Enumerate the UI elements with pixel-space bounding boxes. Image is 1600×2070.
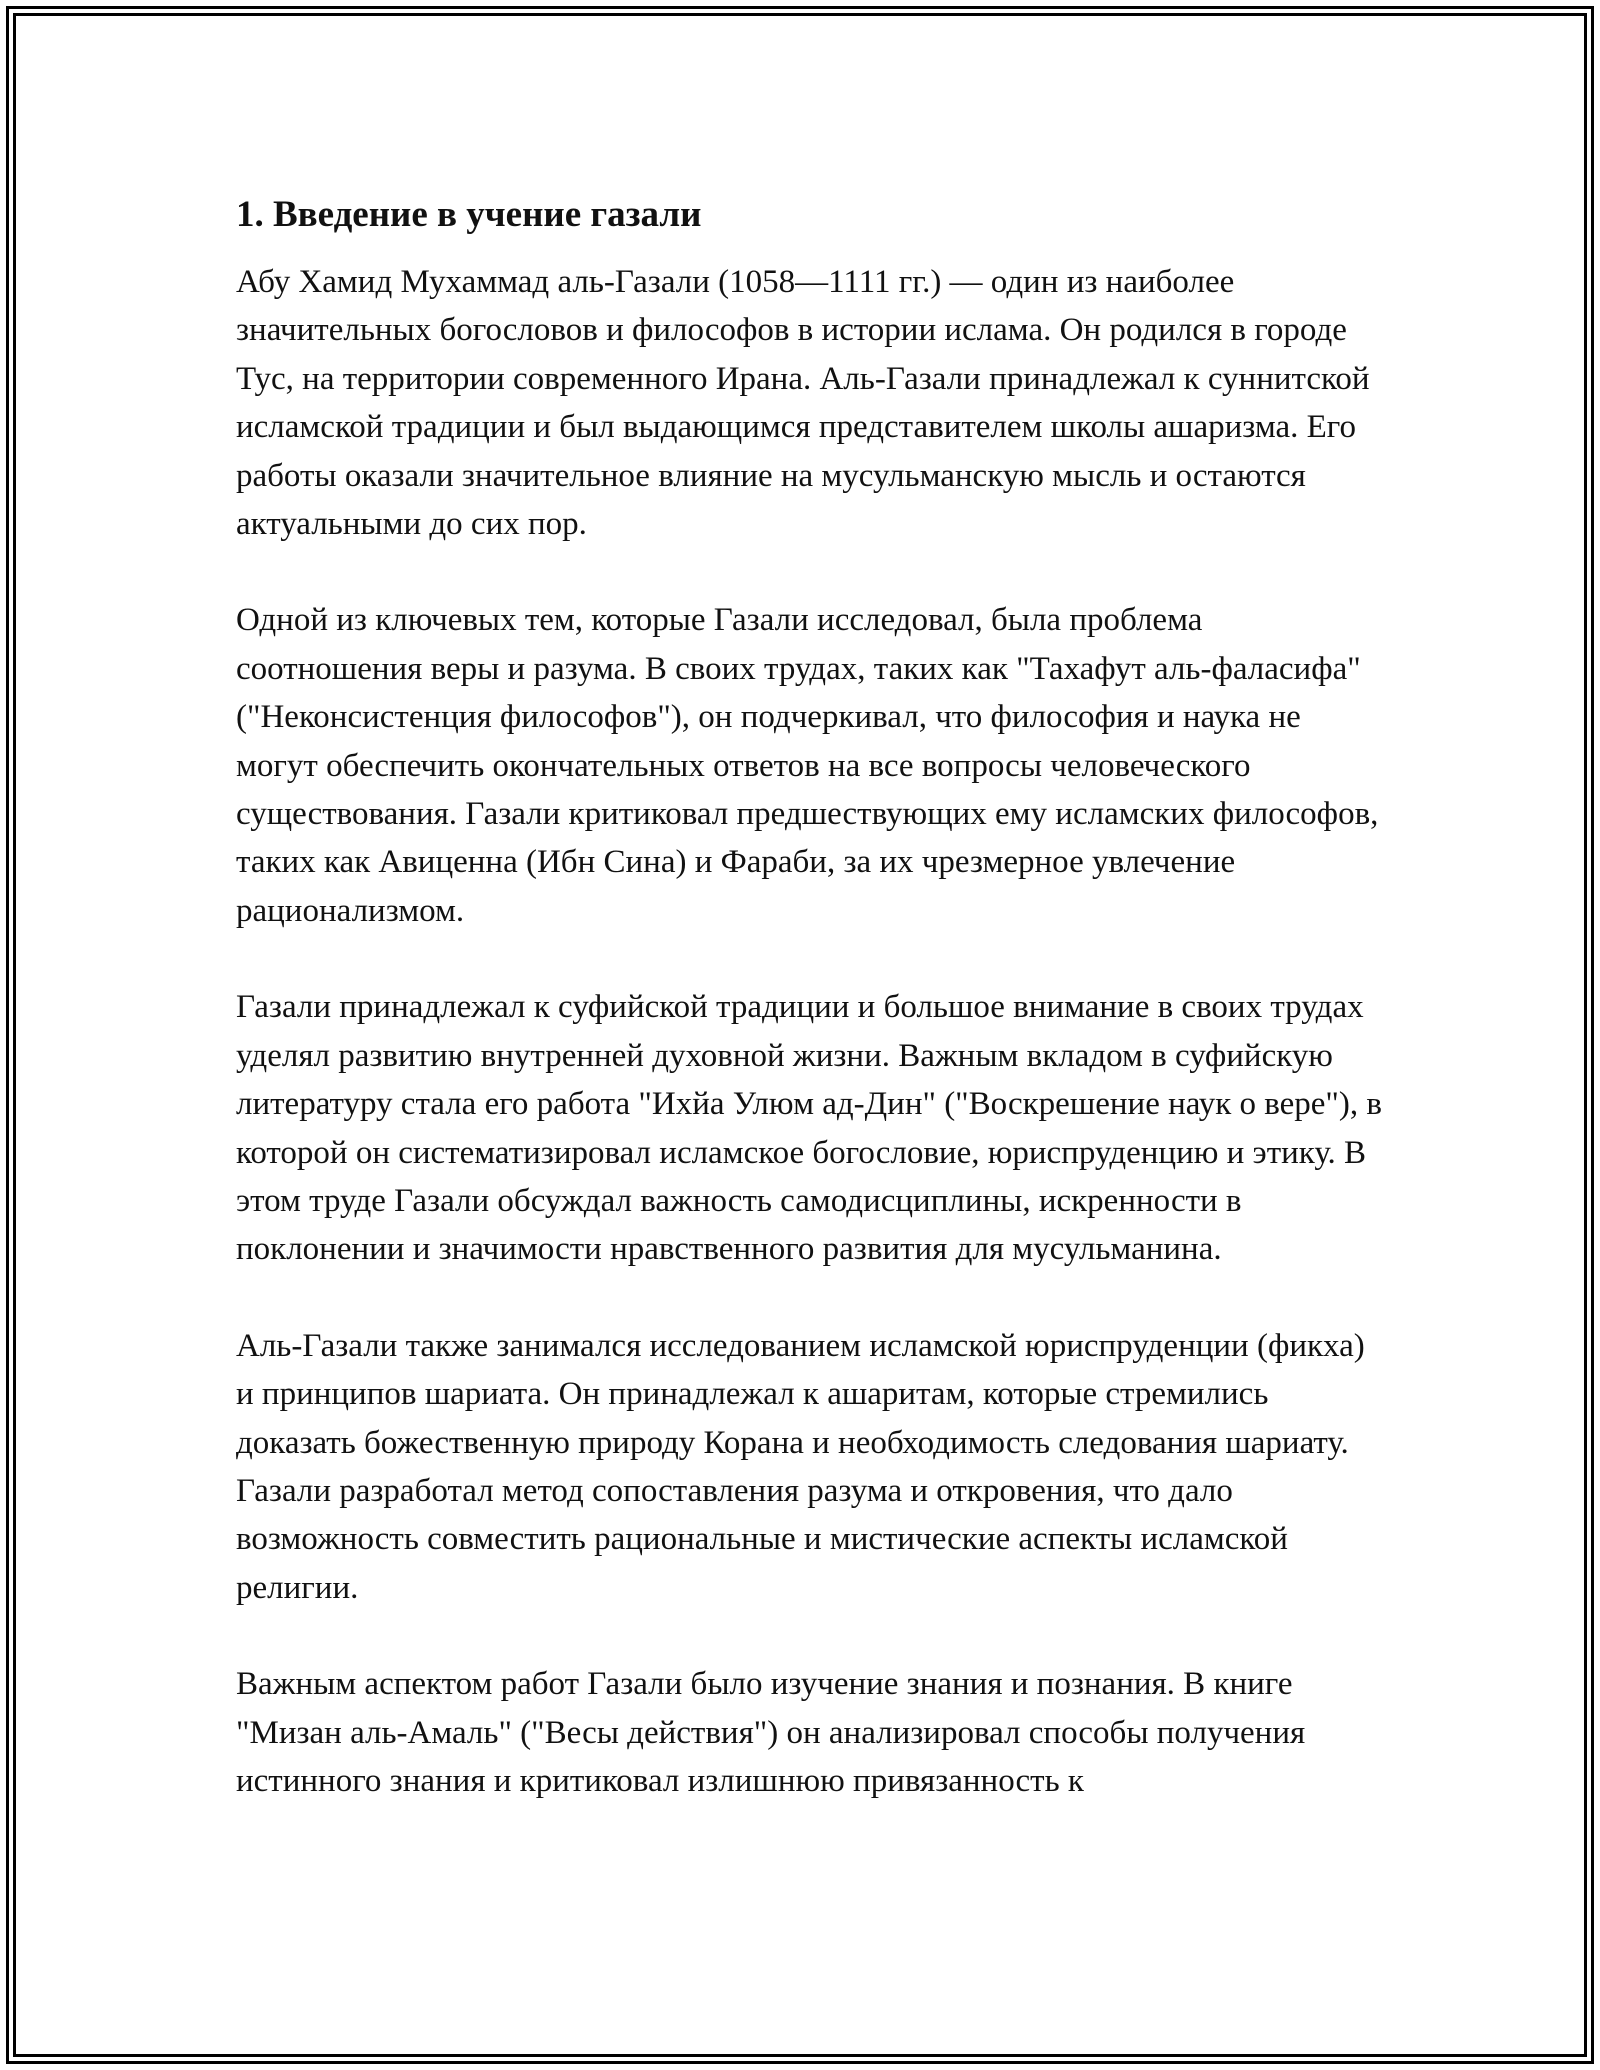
paragraph-sufism: Газали принадлежал к суфийской традиции и большое внимание в своих трудах уделял развитию внутренней духовной жизни. Важным вкладом в суфийскую литературу стала его работа "Ихйа Улюм ад-Дин" ("Воскрешение наук о вере"), в которой он систематизировал исламское богословие, юриспруденцию и этику. В этом труде Газали обсуждал важность самодисциплины, искренности в поклонении и значимости нравственного развития для мусульманина. <box>236 989 1382 1268</box>
paragraph-jurisprudence: Аль-Газали также занимался исследованием исламской юриспруденции (фикха) и принципов шариата. Он принадлежал к ашаритам, которые стремились доказать божественную природу Корана и необходимость следования шариату. Газали разработал метод сопоставления разума и откровения, что дало возможность совместить рациональные и мистические аспекты исламской религии. <box>236 1327 1365 1606</box>
document-body <box>236 186 1386 1853</box>
paragraph-faith-reason: Одной из ключевых тем, которые Газали исследовал, была проблема соотношения веры и разума. В своих трудах, таких как "Тахафут аль-фаласифа" ("Неконсистенция философов"), он подчеркивал, что философия и наука не могут обеспечить окончательных ответов на все вопросы человеческого существования. Газали критиковал предшествующих ему исламских философов, таких как Авиценна (Ибн Сина) и Фараби, за их чрезмерное увлечение рационализмом. <box>236 602 1379 929</box>
paragraph-knowledge: Важным аспектом работ Газали было изучение знания и познания. В книге "Мизан аль-Амаль" ("Весы действия") он анализировал способы получения истинного знания и критиковал излишнюю привязанность к <box>236 1666 1306 1799</box>
paragraph-biography: Абу Хамид Мухаммад аль-Газали (1058—1111 гг.) — один из наиболее значительных богословов и философов в истории ислама. Он родился в городе Тус, на территории современного Ирана. Аль-Газали принадлежал к суннитской исламской традиции и был выдающимся представителем школы ашаризма. Его работы оказали значительное влияние на мусульманскую мысль и остаются актуальными до сих пор. <box>236 264 1370 543</box>
section-heading: 1. Введение в учение газали <box>236 194 702 235</box>
